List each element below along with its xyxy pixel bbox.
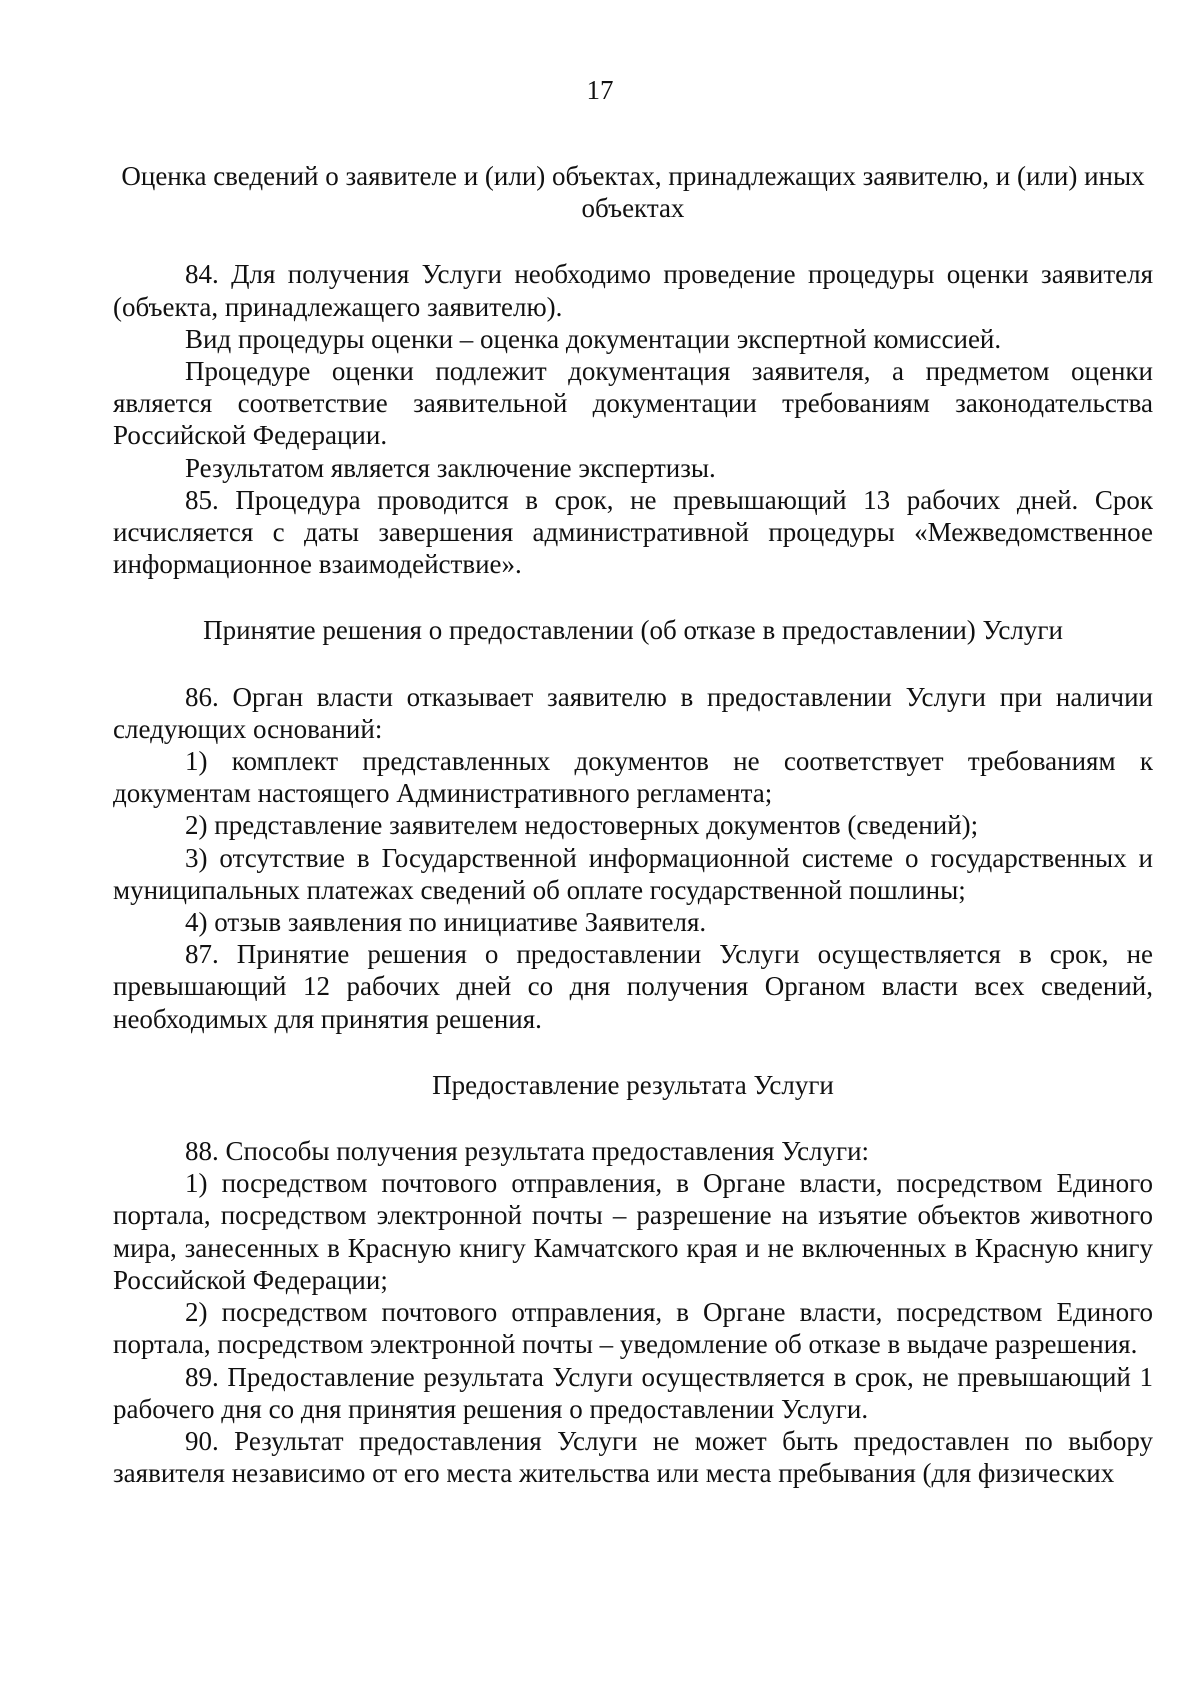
list-item-refusal-1: 1) комплект представленных документов не соответствует требованиям к документам настоящего Административного регламента; [113, 746, 1153, 809]
list-item-delivery-1: 1) посредством почтового отправления, в Органе власти, посредством Единого портала, посредством электронной почты – разрешение на изъятие объектов животного мира, занесенных в Красную книгу Камчатского края и не включенных в Красную книгу Российской Федерации; [113, 1168, 1153, 1295]
section-heading: Оценка сведений о заявителе и (или) объектах, принадлежащих заявителю, и (или) иных объектах [121, 161, 1145, 224]
paragraph-89: 89. Предоставление результата Услуги осуществляется в срок, не превышающий 1 рабочего дня со дня принятия решения о предоставлении Услуги. [113, 1361, 1153, 1424]
document-body [113, 160, 1153, 1489]
paragraph-87: 87. Принятие решения о предоставлении Услуги осуществляется в срок, не превышающий 12 рабочих дней со дня получения Органом власти всех сведений, необходимых для принятия решения. [113, 939, 1153, 1034]
paragraph-assessment-result: Результатом является заключение экспертизы. [185, 452, 716, 483]
page-number: 17 [586, 75, 614, 105]
section-result-delivery [113, 1069, 1153, 1489]
paragraph-86: 86. Орган власти отказывает заявителю в предоставлении Услуги при наличии следующих оснований: [113, 681, 1153, 744]
list-item-refusal-4: 4) отзыв заявления по инициативе Заявителя. [185, 907, 707, 938]
paragraph-assessment-type: Вид процедуры оценки – оценка документации экспертной комиссией. [185, 323, 1002, 354]
paragraph-90: 90. Результат предоставления Услуги не может быть предоставлен по выбору заявителя независимо от его места жительства или места пребывания (для физических [113, 1425, 1153, 1489]
section-applicant-assessment [113, 160, 1153, 580]
paragraph-88: 88. Способы получения результата предоставления Услуги: [185, 1136, 870, 1167]
paragraph-85: 85. Процедура проводится в срок, не превышающий 13 рабочих дней. Срок исчисляется с даты завершения административной процедуры «Межведомственное информационное взаимодействие». [113, 484, 1153, 580]
section-heading: Принятие решения о предоставлении (об отказе в предоставлении) Услуги [203, 615, 1063, 646]
list-item-delivery-2: 2) посредством почтового отправления, в Органе власти, посредством Единого портала, посредством электронной почты – уведомление об отказе в выдаче разрешения. [113, 1297, 1153, 1360]
list-item-refusal-3: 3) отсутствие в Государственной информационной системе о государственных и муниципальных платежах сведений об оплате государственной пошлины; [113, 842, 1153, 905]
section-decision [113, 614, 1153, 1034]
paragraph-assessment-subject: Процедуре оценки подлежит документация заявителя, а предметом оценки является соответствие заявительной документации требованиям законодательства Российской Федерации. [113, 356, 1153, 451]
paragraph-84: 84. Для получения Услуги необходимо проведение процедуры оценки заявителя (объекта, принадлежащего заявителю). [113, 259, 1153, 322]
list-item-refusal-2: 2) представление заявителем недостоверных документов (сведений); [185, 810, 979, 841]
section-heading: Предоставление результата Услуги [432, 1069, 834, 1100]
